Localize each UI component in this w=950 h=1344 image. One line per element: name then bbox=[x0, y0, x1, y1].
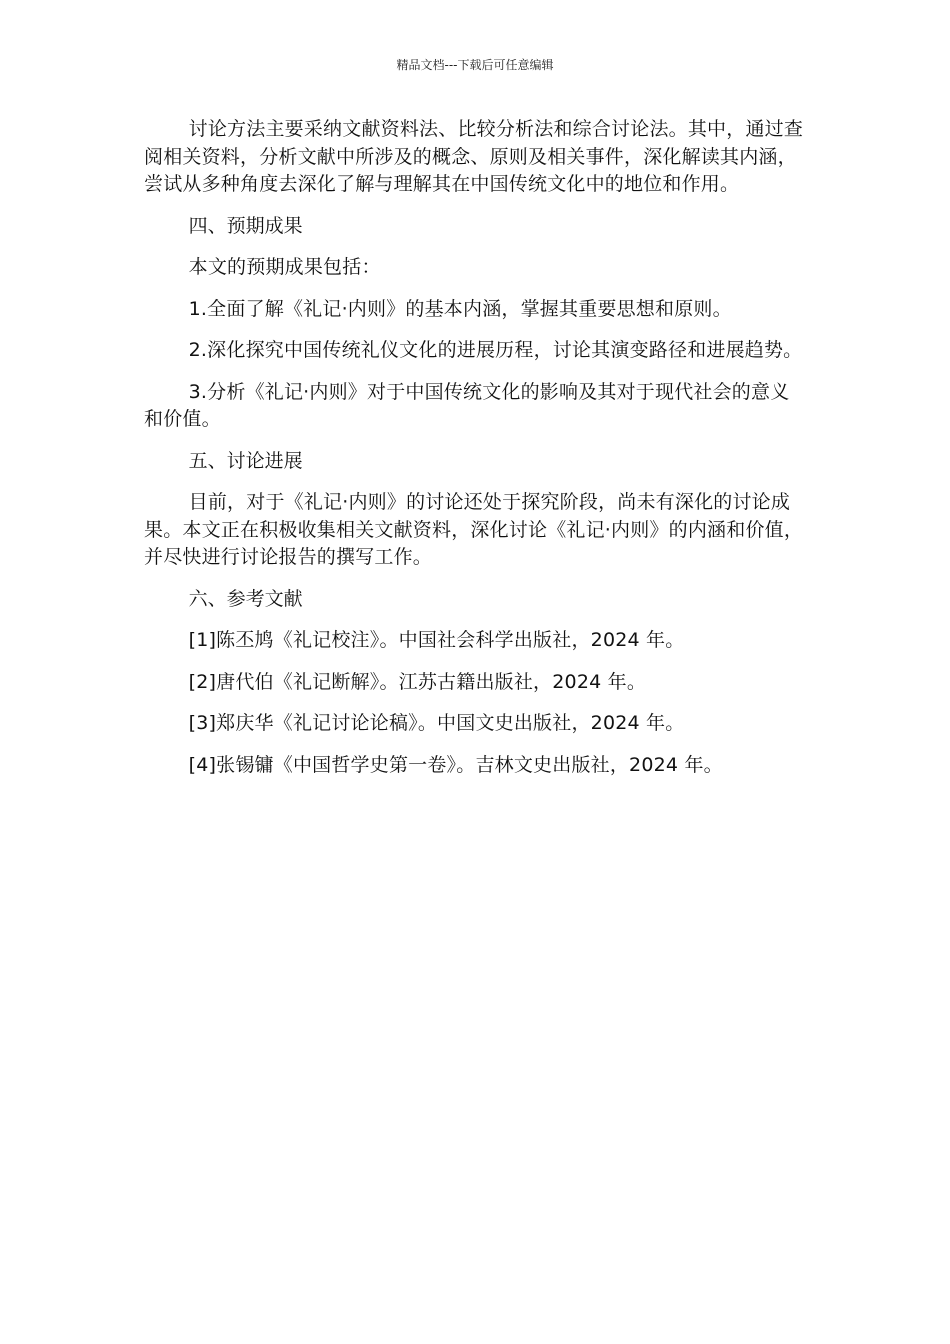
reference-item-2: [2]唐代伯《礼记断解》。江苏古籍出版社，2024 年。 bbox=[188, 670, 647, 693]
list-item-expected-3: 3.分析《礼记·内则》对于中国传统文化的影响及其对于现代社会的意义和价值。 bbox=[144, 380, 790, 430]
reference-item-3: [3]郑庆华《礼记讨论论稿》。中国文史出版社，2024 年。 bbox=[188, 712, 685, 734]
section-heading-expected-results: 四、预期成果 bbox=[188, 214, 303, 237]
paragraph-expected-intro: 本文的预期成果包括： bbox=[188, 256, 381, 278]
section-heading-progress: 五、讨论进展 bbox=[188, 449, 303, 472]
paragraph-research-method: 讨论方法主要采纳文献资料法、比较分析法和综合讨论法。其中，通过查阅相关资料，分析文献中所涉及的概念、原则及相关事件，深化解读其内涵，尝试从多种角度去深化了解与理解其在中国传统文化中的地位和作用。 bbox=[144, 118, 804, 195]
reference-item-1: [1]陈丕鸠《礼记校注》。中国社会科学出版社，2024 年。 bbox=[188, 629, 685, 651]
paragraph-progress: 目前，对于《礼记·内则》的讨论还处于探究阶段，尚未有深化的讨论成果。本文正在积极收集相关文献资料，深化讨论《礼记·内则》的内涵和价值，并尽快进行讨论报告的撰写工作。 bbox=[144, 491, 804, 568]
page-header-watermark: 精品文档---下载后可任意编辑 bbox=[396, 58, 554, 72]
reference-item-4: [4]张锡镛《中国哲学史第一卷》。吉林文史出版社，2024 年。 bbox=[188, 753, 723, 776]
list-item-expected-1: 1.全面了解《礼记·内则》的基本内涵，掌握其重要思想和原则。 bbox=[188, 297, 732, 320]
document-body bbox=[144, 116, 804, 793]
section-heading-references: 六、参考文献 bbox=[188, 587, 303, 610]
list-item-expected-2: 2.深化探究中国传统礼仪文化的进展历程，讨论其演变路径和进展趋势。 bbox=[188, 339, 803, 361]
